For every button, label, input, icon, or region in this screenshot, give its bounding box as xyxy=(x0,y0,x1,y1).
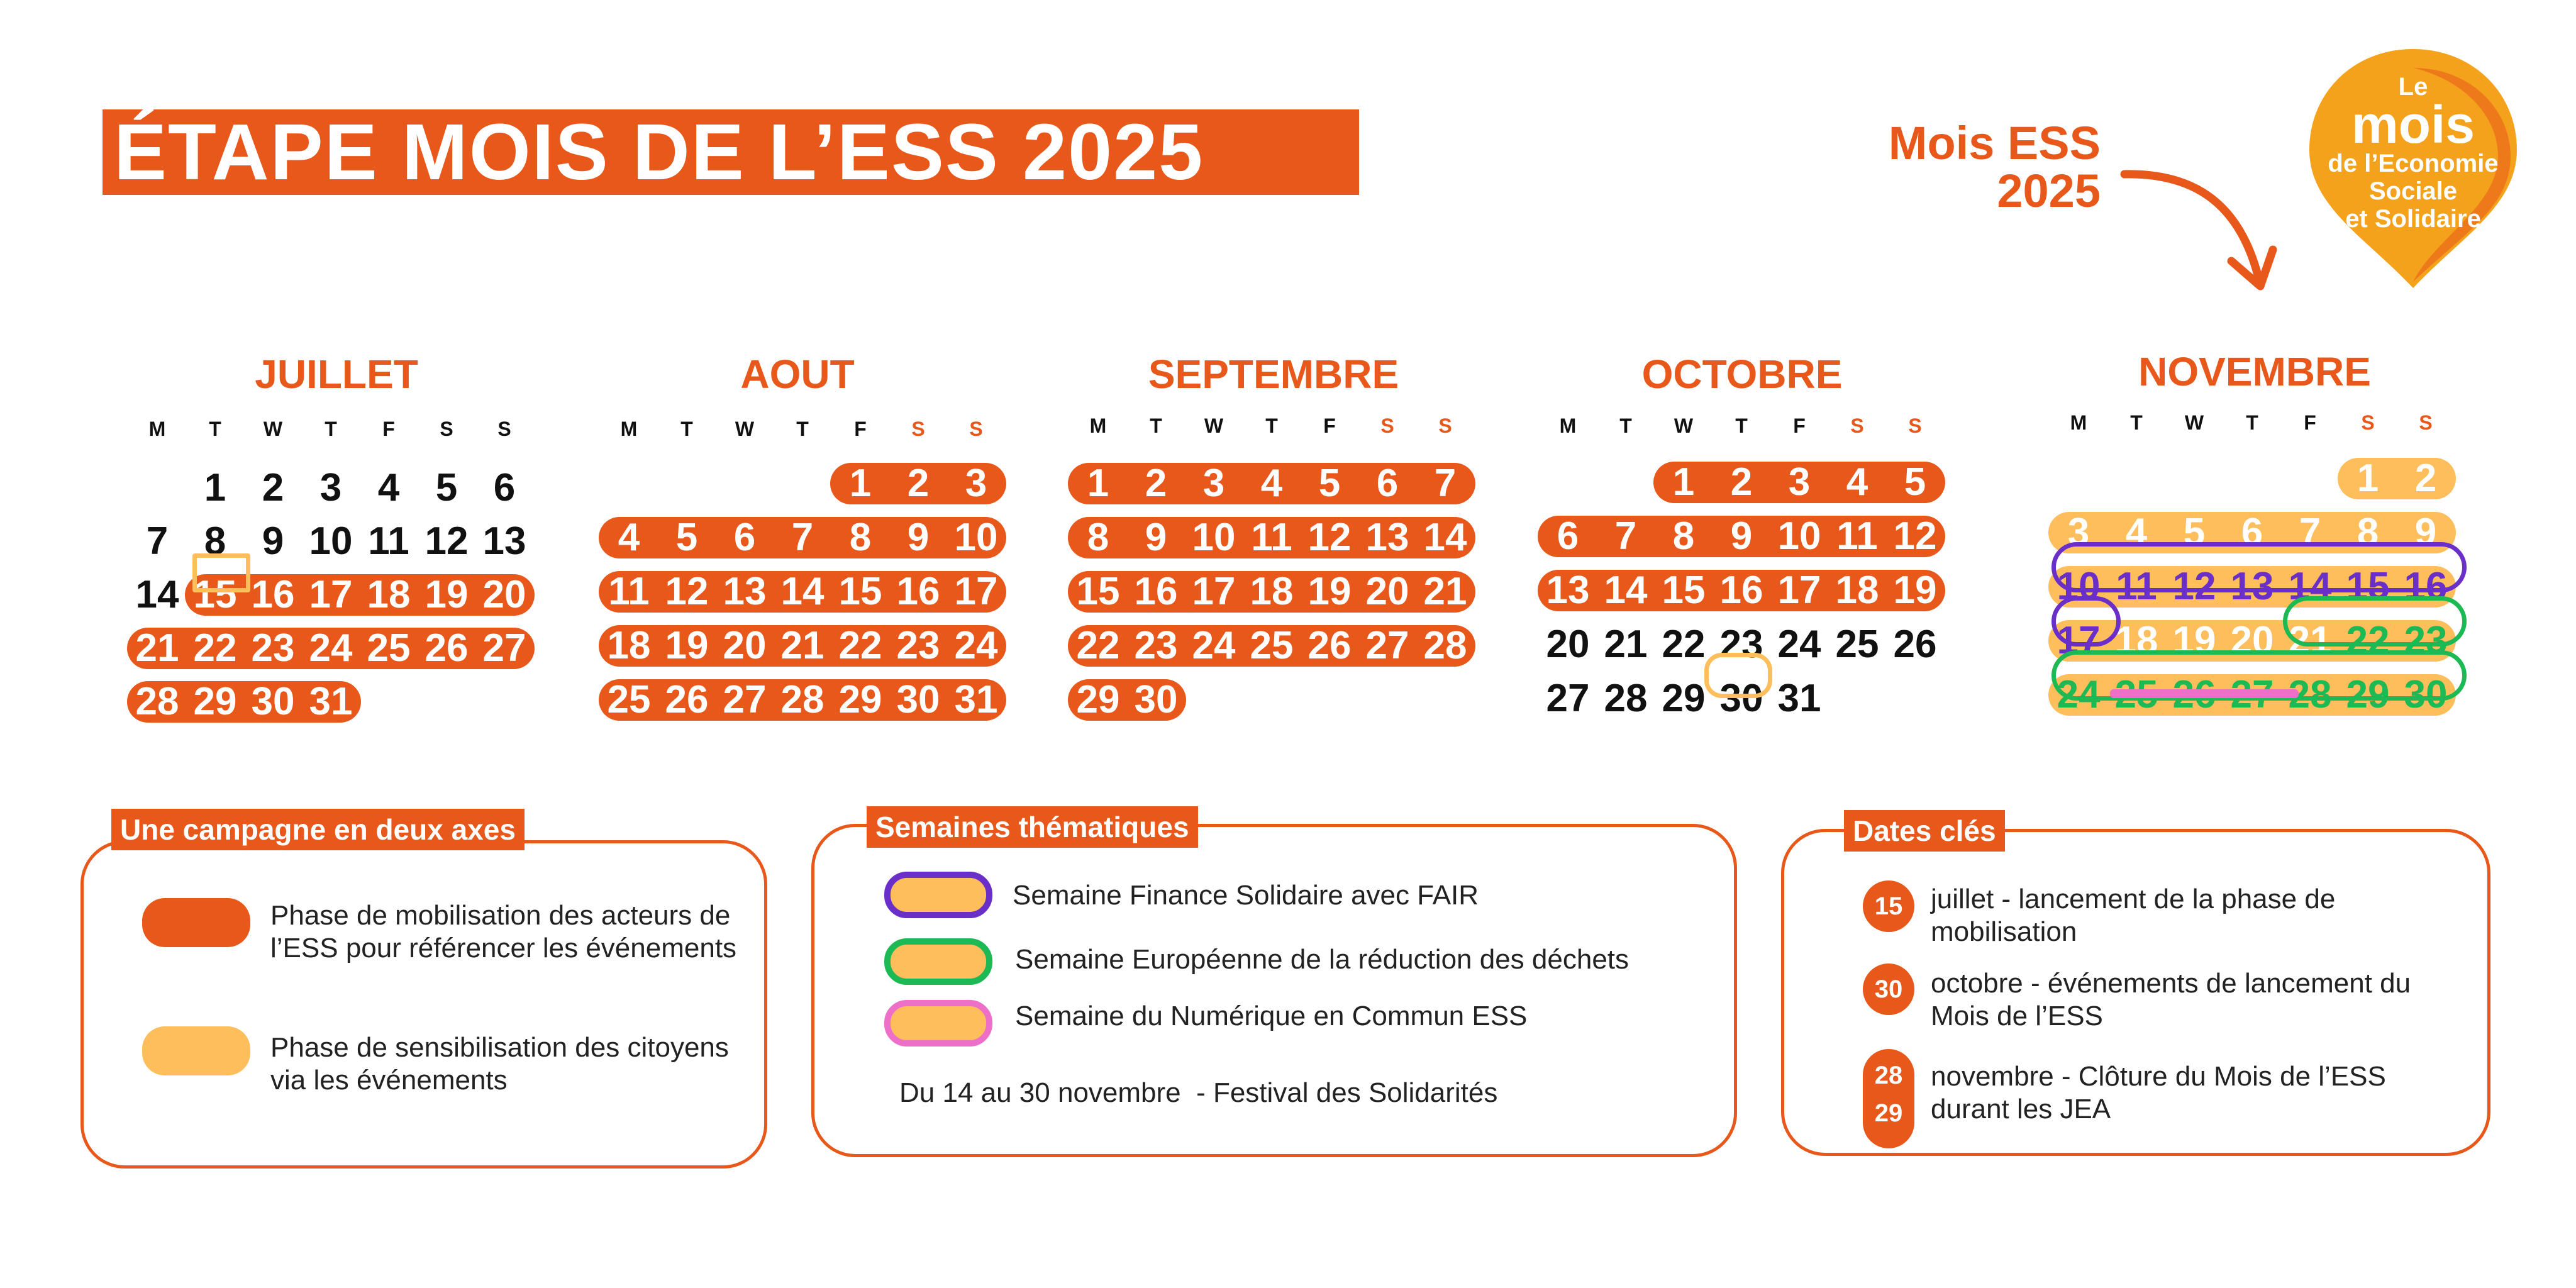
date-badge-15: 15 xyxy=(1863,880,1914,932)
calendar-day: 10 xyxy=(2057,565,2101,608)
calendar-day: 23 xyxy=(1719,623,1763,666)
weekday-label: W xyxy=(2184,411,2204,434)
calendar-day: 26 xyxy=(425,626,469,670)
calendar-day: 22 xyxy=(1076,624,1120,667)
calendar-day: 19 xyxy=(1893,569,1937,612)
calendar-day: 18 xyxy=(1835,569,1879,612)
calendar-day: 11 xyxy=(1251,516,1292,559)
legend-swatch-dechets xyxy=(884,938,992,985)
calendar-day: 28 xyxy=(1423,624,1467,667)
calendar-day: 18 xyxy=(367,573,411,616)
calendar-day: 12 xyxy=(1893,514,1937,558)
calendar-day: 21 xyxy=(2288,619,2332,662)
month-title: SEPTEMBRE xyxy=(1148,352,1399,397)
calendar-day: 27 xyxy=(723,678,767,721)
calendar-day: 1 xyxy=(1672,460,1695,504)
mois-ess-line2: 2025 xyxy=(1997,165,2101,217)
weekday-label: F xyxy=(382,418,395,440)
calendar-day: 30 xyxy=(1134,678,1178,721)
calendar-day: 19 xyxy=(1307,570,1352,613)
calendar-day: 23 xyxy=(251,626,295,670)
calendar-day: 9 xyxy=(1145,516,1167,559)
logo-line3: de l’Economie xyxy=(2328,150,2499,177)
calendar-day: 13 xyxy=(2230,565,2274,608)
calendar-day: 17 xyxy=(954,570,998,613)
calendar-day: 16 xyxy=(2404,565,2448,608)
legend-swatch-finance xyxy=(884,872,992,918)
calendar-day: 5 xyxy=(435,466,458,509)
calendar-day: 9 xyxy=(2414,511,2437,554)
month-title: JUILLET xyxy=(255,352,418,397)
calendar-day: 24 xyxy=(954,624,998,667)
calendar-day: 6 xyxy=(733,516,756,559)
calendar-day: 2 xyxy=(1730,460,1753,504)
calendar-day: 31 xyxy=(954,678,998,721)
calendar-day: 23 xyxy=(896,624,940,667)
calendar-day: 9 xyxy=(262,519,284,563)
calendar-day: 15 xyxy=(838,570,882,613)
weekday-label: F xyxy=(854,418,867,440)
calendar-day: 13 xyxy=(723,570,767,613)
calendar-day: 14 xyxy=(780,570,824,613)
calendar-day: 3 xyxy=(965,462,987,505)
calendar-day: 26 xyxy=(1307,624,1352,667)
calendar-day: 29 xyxy=(1662,677,1706,720)
calendar-day: 7 xyxy=(791,516,814,559)
date-text-novembre: novembre - Clôture du Mois de l’ESS durant les JEA xyxy=(1931,1061,2386,1124)
calendar-day: 3 xyxy=(319,466,342,509)
calendar-day: 16 xyxy=(251,573,295,616)
calendar-day: 26 xyxy=(665,678,709,721)
legend-semaines-title: Semaines thématiques xyxy=(867,806,1198,848)
legend-swatch-numerique xyxy=(884,1000,992,1046)
calendar-day: 20 xyxy=(723,624,767,667)
calendar-day: 7 xyxy=(1614,514,1637,558)
calendar-day: 29 xyxy=(1076,678,1120,721)
weekday-label: T xyxy=(1150,414,1162,437)
weekday-label: T xyxy=(1619,414,1632,437)
weekday-label: M xyxy=(2070,411,2087,434)
numerique-week-outline xyxy=(2110,689,2299,698)
calendar-day: 13 xyxy=(1365,516,1409,559)
weekday-label: S xyxy=(911,418,925,440)
calendar-day: 1 xyxy=(1087,462,1109,505)
mois-ess-label xyxy=(1761,119,2101,215)
calendar-day: 1 xyxy=(849,462,872,505)
date-text-octobre: octobre - événements de lancement du Mois de l’ESS xyxy=(1931,968,2411,1031)
calendar-day: 30 xyxy=(251,680,295,723)
calendar-day: 28 xyxy=(2288,673,2332,716)
weekday-label: T xyxy=(209,418,221,440)
calendar-day: 15 xyxy=(2346,565,2390,608)
date-highlight-15 xyxy=(192,553,250,592)
finance-week-outline-17 xyxy=(2051,596,2121,647)
month-title: NOVEMBRE xyxy=(2138,349,2371,394)
calendar-day: 10 xyxy=(1777,514,1821,558)
weekday-label: S xyxy=(497,418,511,440)
calendar-day: 10 xyxy=(1192,516,1236,559)
calendar-day: 9 xyxy=(1730,514,1753,558)
calendar-day: 14 xyxy=(2288,565,2332,608)
weekday-label: S xyxy=(2419,411,2433,434)
calendar-day: 3 xyxy=(2067,511,2090,554)
calendar-day: 27 xyxy=(1365,624,1409,667)
weekday-label: T xyxy=(1265,414,1278,437)
legend-text-dechets: Semaine Européenne de la réduction des déchets xyxy=(1015,944,1629,975)
weekday-label: T xyxy=(680,418,693,440)
calendar-day: 2 xyxy=(2414,457,2437,500)
calendar-day: 11 xyxy=(608,570,650,613)
legend-text-sensibilisation: Phase de sensibilisation des citoyens via les événements xyxy=(270,1032,729,1096)
weekday-label: T xyxy=(325,418,337,440)
calendar-day: 27 xyxy=(2230,673,2274,716)
calendar-day: 31 xyxy=(309,680,353,723)
calendar-day: 20 xyxy=(482,573,526,616)
weekday-label: S xyxy=(1908,414,1922,437)
calendar-day: 12 xyxy=(665,570,709,613)
calendar-day: 24 xyxy=(1192,624,1236,667)
calendar-day: 25 xyxy=(607,678,651,721)
calendar-day: 9 xyxy=(907,516,930,559)
calendar-day: 5 xyxy=(675,516,698,559)
date-badge-28-29 xyxy=(1863,1049,1914,1148)
calendar-day: 29 xyxy=(193,680,237,723)
weekday-label: T xyxy=(2130,411,2143,434)
calendar-day: 1 xyxy=(204,466,226,509)
calendar-day: 24 xyxy=(309,626,353,670)
calendar-day: 11 xyxy=(2116,565,2157,608)
calendar-day: 10 xyxy=(954,516,998,559)
calendar-day: 4 xyxy=(1846,460,1868,504)
calendar-day: 21 xyxy=(1604,623,1648,666)
mois-ess-logo xyxy=(2309,49,2517,288)
calendar-day: 11 xyxy=(1836,514,1878,558)
calendar-day: 6 xyxy=(493,466,516,509)
weekday-label: F xyxy=(1323,414,1336,437)
calendar-day: 4 xyxy=(618,516,640,559)
page-title: ÉTAPE MOIS DE L’ESS 2025 xyxy=(103,109,1359,195)
date-text-juillet: juillet - lancement de la phase de mobilisation xyxy=(1931,884,2336,947)
weekday-label: S xyxy=(969,418,983,440)
calendar-day: 1 xyxy=(2357,457,2379,500)
calendar-day: 19 xyxy=(665,624,709,667)
legend-text-mobilisation: Phase de mobilisation des acteurs de l’ESS pour référencer les événements xyxy=(270,900,737,963)
calendar-day: 25 xyxy=(2114,673,2158,716)
weekday-label: W xyxy=(263,418,283,440)
calendar-day: 18 xyxy=(607,624,651,667)
calendar-day: 21 xyxy=(135,626,179,670)
legend-text-festival: Du 14 au 30 novembre - Festival des Solidarités xyxy=(899,1077,1498,1108)
legend-swatch-sensibilisation xyxy=(142,1026,250,1075)
calendar-day: 4 xyxy=(2125,511,2148,554)
dechets-week-outline xyxy=(2283,596,2467,647)
month-title: OCTOBRE xyxy=(1641,352,1843,397)
weekday-label: M xyxy=(620,418,638,440)
calendar-day: 14 xyxy=(135,573,179,616)
calendar-day: 19 xyxy=(425,573,469,616)
date-badge-28: 28 xyxy=(1874,1062,1903,1089)
calendar-day: 5 xyxy=(2183,511,2206,554)
weekday-label: M xyxy=(148,418,166,440)
calendar-day: 21 xyxy=(1423,570,1467,613)
weekday-label: T xyxy=(796,418,809,440)
calendar-day: 7 xyxy=(146,519,169,563)
calendar-day: 30 xyxy=(896,678,940,721)
calendar-day: 8 xyxy=(204,519,226,563)
calendar-day: 10 xyxy=(309,519,353,563)
finance-week-outline xyxy=(2051,542,2467,592)
mois-ess-line1: Mois ESS xyxy=(1888,117,2101,169)
calendar-day: 22 xyxy=(193,626,237,670)
calendar-day: 28 xyxy=(1604,677,1648,720)
weekday-label: T xyxy=(2246,411,2258,434)
calendar-day: 17 xyxy=(1777,569,1821,612)
legend-text-finance: Semaine Finance Solidaire avec FAIR xyxy=(1013,880,1479,911)
legend-axes-title: Une campagne en deux axes xyxy=(111,809,525,850)
calendar-day: 26 xyxy=(2172,673,2216,716)
calendar-day: 8 xyxy=(2357,511,2379,554)
calendar-day: 8 xyxy=(1672,514,1695,558)
calendar-day: 22 xyxy=(2346,619,2390,662)
calendar-day: 13 xyxy=(482,519,526,563)
calendar-day: 28 xyxy=(780,678,824,721)
weekday-label: M xyxy=(1089,414,1107,437)
calendar-day: 25 xyxy=(1250,624,1294,667)
weekday-label: S xyxy=(1850,414,1864,437)
calendar-day: 24 xyxy=(2057,673,2101,716)
calendar-day: 5 xyxy=(1318,462,1341,505)
month-title: AOUT xyxy=(740,352,855,397)
calendar-day: 30 xyxy=(1719,677,1763,720)
calendar-day: 28 xyxy=(135,680,179,723)
weekday-label: W xyxy=(1204,414,1224,437)
calendar-day: 15 xyxy=(1076,570,1120,613)
weekday-label: M xyxy=(1559,414,1577,437)
calendar-day: 20 xyxy=(2230,619,2274,662)
calendar-day: 12 xyxy=(425,519,469,563)
calendar-day: 2 xyxy=(907,462,930,505)
calendar-day: 18 xyxy=(1250,570,1294,613)
weekday-label: W xyxy=(735,418,755,440)
calendar-day: 27 xyxy=(482,626,526,670)
weekday-label: W xyxy=(1674,414,1694,437)
calendar-day: 4 xyxy=(1260,462,1283,505)
logo-line1: Le xyxy=(2398,73,2428,101)
date-badge-30: 30 xyxy=(1863,963,1914,1015)
legend-box-axes xyxy=(80,840,767,1169)
calendar-day: 22 xyxy=(838,624,882,667)
calendar-day: 3 xyxy=(1202,462,1225,505)
calendar-day: 21 xyxy=(780,624,824,667)
legend-swatch-mobilisation xyxy=(142,898,250,947)
calendar-day: 31 xyxy=(1777,677,1821,720)
calendar-day: 15 xyxy=(1662,569,1706,612)
calendar-day: 2 xyxy=(1145,462,1167,505)
calendar-day: 30 xyxy=(2404,673,2448,716)
calendar-day: 4 xyxy=(377,466,400,509)
date-badge-29: 29 xyxy=(1874,1099,1903,1127)
weekday-label: S xyxy=(1438,414,1452,437)
calendar-day: 6 xyxy=(1376,462,1399,505)
calendar-day: 2 xyxy=(262,466,284,509)
legend-text-numerique: Semaine du Numérique en Commun ESS xyxy=(1015,1001,1528,1031)
calendar-day: 14 xyxy=(1423,516,1467,559)
calendar-day: 24 xyxy=(1777,623,1821,666)
calendar-day: 17 xyxy=(309,573,353,616)
weekday-label: S xyxy=(1380,414,1394,437)
calendar-day: 23 xyxy=(2404,619,2448,662)
calendar-day: 20 xyxy=(1546,623,1590,666)
calendar-day: 17 xyxy=(1192,570,1236,613)
logo-line5: et Solidaire xyxy=(2345,205,2481,233)
legend-dates-title: Dates clés xyxy=(1844,810,2005,852)
logo-line4: Sociale xyxy=(2368,177,2458,205)
calendar-day: 14 xyxy=(1604,569,1648,612)
calendar-day: 3 xyxy=(1788,460,1811,504)
calendar-day: 7 xyxy=(2299,511,2321,554)
calendar-day: 16 xyxy=(896,570,940,613)
calendar-day: 29 xyxy=(838,678,882,721)
calendar-day: 20 xyxy=(1365,570,1409,613)
calendar-day: 18 xyxy=(2114,619,2158,662)
calendar-day: 26 xyxy=(1893,623,1937,666)
calendar-day: 25 xyxy=(1835,623,1879,666)
calendar-day: 16 xyxy=(1134,570,1178,613)
calendar-day: 23 xyxy=(1134,624,1178,667)
weekday-label: S xyxy=(440,418,453,440)
weekday-label: T xyxy=(1735,414,1748,437)
calendar-day: 7 xyxy=(1434,462,1457,505)
calendar-day: 17 xyxy=(2057,619,2101,662)
calendar-day: 27 xyxy=(1546,677,1590,720)
calendar-day: 29 xyxy=(2346,673,2390,716)
calendar-day: 12 xyxy=(1307,516,1352,559)
calendar-day: 13 xyxy=(1546,569,1590,612)
calendar-day: 25 xyxy=(367,626,411,670)
curved-arrow-icon xyxy=(2119,160,2283,299)
weekday-label: F xyxy=(1793,414,1806,437)
calendar-day: 19 xyxy=(2172,619,2216,662)
calendar-day: 15 xyxy=(193,573,237,616)
calendar-day: 22 xyxy=(1662,623,1706,666)
calendar-day: 6 xyxy=(1557,514,1579,558)
calendar-day: 5 xyxy=(1904,460,1926,504)
calendar-day: 8 xyxy=(849,516,872,559)
calendar-day: 6 xyxy=(2241,511,2263,554)
calendar-day: 12 xyxy=(2172,565,2216,608)
date-highlight-30 xyxy=(1704,653,1772,698)
weekday-label: S xyxy=(2361,411,2375,434)
calendar-day: 16 xyxy=(1719,569,1763,612)
weekday-label: F xyxy=(2304,411,2316,434)
calendar-day: 11 xyxy=(368,519,409,563)
calendar-day: 8 xyxy=(1087,516,1109,559)
logo-line2: mois xyxy=(2351,95,2475,154)
